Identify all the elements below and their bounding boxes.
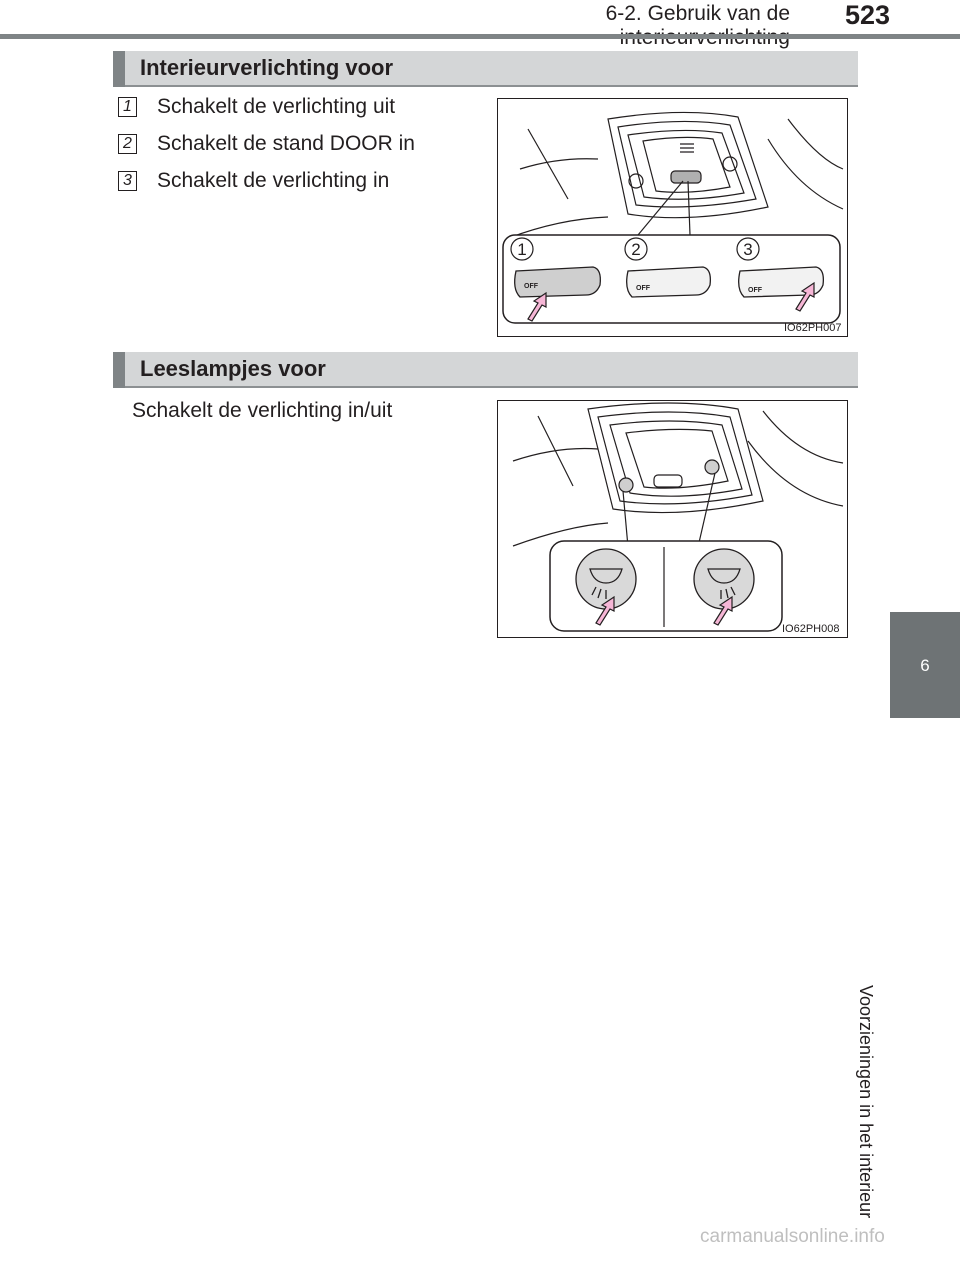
running-header-section: 6-2. Gebruik van de [605, 2, 790, 25]
item-text: Schakelt de stand DOOR in [157, 132, 415, 155]
switch-off-label: OFF [636, 285, 650, 292]
item-number: 3 [118, 171, 137, 191]
callout-number: 1 [517, 240, 527, 259]
item-text: Schakelt de verlichting in [157, 169, 390, 192]
section-title-text: Leeslampjes voor [140, 356, 326, 381]
section-title-reading-lights [113, 352, 858, 388]
figure-interior-light-switch [497, 98, 848, 337]
callout-number: 3 [743, 240, 753, 259]
item-number: 1 [118, 97, 137, 117]
reading-lights-illustration [498, 401, 846, 636]
figure-reading-lights [497, 400, 848, 638]
chapter-tab [890, 612, 960, 718]
chapter-number: 6 [920, 656, 930, 675]
interior-light-illustration [498, 99, 846, 335]
section-title-text: Interieurverlichting voor [140, 55, 394, 80]
body-text: Schakelt de verlichting in/uit [132, 399, 393, 422]
item-number: 2 [118, 134, 137, 154]
watermark: carmanualsonline.info [700, 1226, 885, 1247]
callout-number: 2 [631, 240, 641, 259]
switch-off-label: OFF [524, 283, 538, 290]
header-rule [0, 34, 960, 39]
switch-off-label: OFF [748, 287, 762, 294]
figure-code: IO62PH007 [784, 322, 842, 334]
chapter-label: Voorzieningen in het interieur [856, 985, 876, 1219]
page-number: 523 [844, 0, 890, 30]
item-text: Schakelt de verlichting uit [157, 95, 396, 118]
section-title-interior-lighting [113, 51, 858, 87]
figure-code: IO62PH008 [782, 623, 840, 635]
